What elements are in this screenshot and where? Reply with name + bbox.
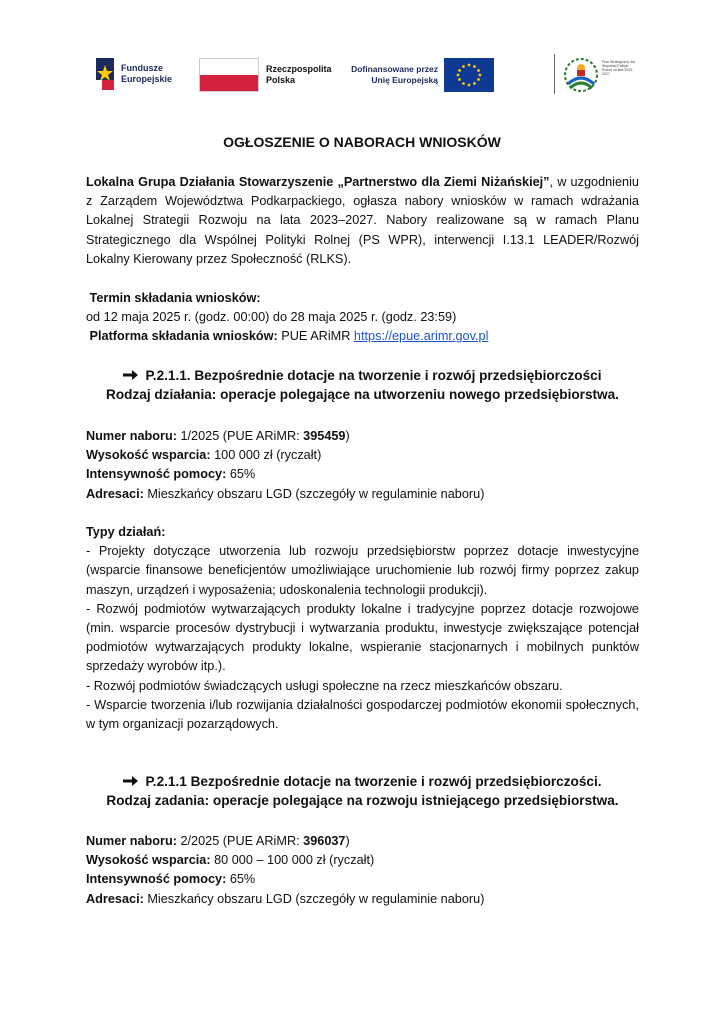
s2-adresaci-value: Mieszkańcy obszaru LGD (szczegóły w regulaminie naboru) [143, 891, 485, 906]
platform-label: Platforma składania wniosków: [89, 329, 278, 344]
eu-line2: Unię Europejską [371, 75, 438, 85]
s2-intens-value: 65% [226, 872, 256, 887]
section1-heading [86, 366, 639, 404]
s2-wsparcie-label: Wysokość wsparcia: [86, 853, 211, 868]
rural-development-emblem-icon [560, 54, 602, 96]
deadline-label: Termin składania wniosków: [89, 291, 261, 305]
fe-line2: Europejskie [121, 74, 173, 84]
arrow-right-icon [123, 369, 139, 381]
s2-intens-label: Intensywność pomocy: [86, 872, 227, 887]
s1-wsparcie-value: 100 000 zł (ryczałt) [210, 448, 322, 463]
page-title: OGŁOSZENIE O NABORACH WNIOSKÓW [223, 134, 501, 150]
s2-wsparcie-value: 80 000 – 100 000 zł (ryczałt) [210, 853, 375, 868]
section1-heading-line1: P.2.1.1. Bezpośrednie dotacje na tworzenie i rozwój przedsiębiorczości [145, 368, 602, 383]
section2-heading [86, 772, 639, 810]
s1-adresaci-label: Adresaci: [86, 486, 144, 501]
s1-nabor-id: 395459 [303, 429, 346, 443]
platform-value: PUE ARiMR [277, 329, 354, 344]
platform-link[interactable]: https://epue.arimr.gov.pl [353, 329, 489, 344]
intro-paragraph [86, 173, 639, 269]
arrow-right-icon [123, 775, 139, 787]
s2-nabor-label: Numer naboru: [86, 834, 177, 848]
list-item: - Wsparcie tworzenia i/lub rozwijania działalności gospodarczej podmiotów ekonomii społecznych, w tym organizacji pozarządowych. [86, 697, 639, 732]
section1-details [86, 427, 639, 504]
s1-adresaci-value: Mieszkańcy obszaru LGD (szczegóły w regulaminie naboru) [143, 486, 485, 501]
fe-line1: Fundusze [121, 63, 163, 73]
polish-flag-icon [199, 58, 259, 92]
organization-name: Lokalna Grupa Działania Stowarzyszenie „Partnerstwo dla Ziemi Niżańskiej” [86, 175, 550, 189]
deadline-value: od 12 maja 2025 r. (godz. 00:00) do 28 maja 2025 r. (godz. 23:59) [86, 310, 457, 325]
fe-star-icon [94, 56, 116, 92]
deadline-block [86, 289, 639, 347]
rzeczpospolita-polska-logo [199, 58, 332, 94]
s1-intens-label: Intensywność pomocy: [86, 467, 227, 482]
s2-adresaci-label: Adresaci: [86, 891, 144, 906]
s2-nabor-close: ) [345, 834, 350, 848]
s1-nabor-close: ) [345, 429, 350, 443]
fundusze-europejskie-logo [94, 56, 194, 96]
logo-divider [554, 54, 555, 94]
section1-heading-line2: Rodzaj działania: operacje polegające na utworzeniu nowego przedsiębiorstwa. [106, 387, 619, 402]
s1-intens-value: 65% [226, 467, 256, 482]
list-item: - Rozwój podmiotów wytwarzających produkty lokalne i tradycyjne poprzez dotacje rozwojowe (min. wsparcie procesów dystrybucji i wytwarzania produktu, inwestycje zwiększające potencjał podmiotów wytwarzających produkty lokalne, wspieranie stacjonarnych i mobilnych punktów sprzedaży wyrobów itp.). [86, 601, 639, 674]
eu-flag-icon [444, 58, 494, 92]
s1-wsparcie-label: Wysokość wsparcia: [86, 448, 211, 463]
s2-nabor-value: 2/2025 (PUE ARiMR: [176, 834, 304, 848]
typy-label: Typy działań: [86, 525, 166, 539]
section2-details [86, 832, 639, 909]
logo-bar [0, 52, 724, 102]
list-item: - Rozwój podmiotów świadczących usługi społeczne na rzecz mieszkańców obszaru. [86, 678, 563, 693]
intro-text: , w uzgodnieniu z Zarządem Województwa Podkarpackiego, ogłasza nabory wniosków w ramach wdrażania Lokalnej Strategii Rozwoju na lata 2023–2027. Nabory realizowane są w ramach Planu Strategicznego dla Wspólnej Polityki Rolnej (PS WPR), interwencji I.13.1 LEADER/Rozwój Lokalny Kierowany przez Społeczność (RLKS). [86, 175, 639, 266]
eu-line1: Dofinansowane przez [351, 64, 438, 74]
s1-nabor-label: Numer naboru: [86, 429, 177, 443]
rural-development-logo [560, 54, 640, 98]
section2-heading-line1: P.2.1.1 Bezpośrednie dotacje na tworzenie i rozwój przedsiębiorczości. [145, 774, 602, 789]
rural-development-caption: Plan Strategiczny dla Wspólnej Polityki Rolnej na lata 2023-2027 [602, 60, 635, 76]
eu-cofinanced-logo [342, 58, 502, 94]
s1-nabor-value: 1/2025 (PUE ARiMR: [176, 429, 304, 443]
pl-line1: Rzeczpospolita [266, 64, 332, 74]
pl-line2: Polska [266, 75, 296, 85]
section2-heading-line2: Rodzaj zadania: operacje polegające na rozwoju istniejącego przedsiębiorstwa. [106, 793, 619, 808]
s2-nabor-id: 396037 [303, 834, 346, 848]
list-item: - Projekty dotyczące utworzenia lub rozwoju przedsiębiorstw poprzez dotacje inwestycyjne (wsparcie finansowe beneficjentów umożliwiające uruchomienie lub rozwój firmy poprzez zakup maszyn, urządzeń i wyposażenia; udoskonalenia technologii produkcji). [86, 544, 639, 597]
action-types [86, 523, 639, 734]
